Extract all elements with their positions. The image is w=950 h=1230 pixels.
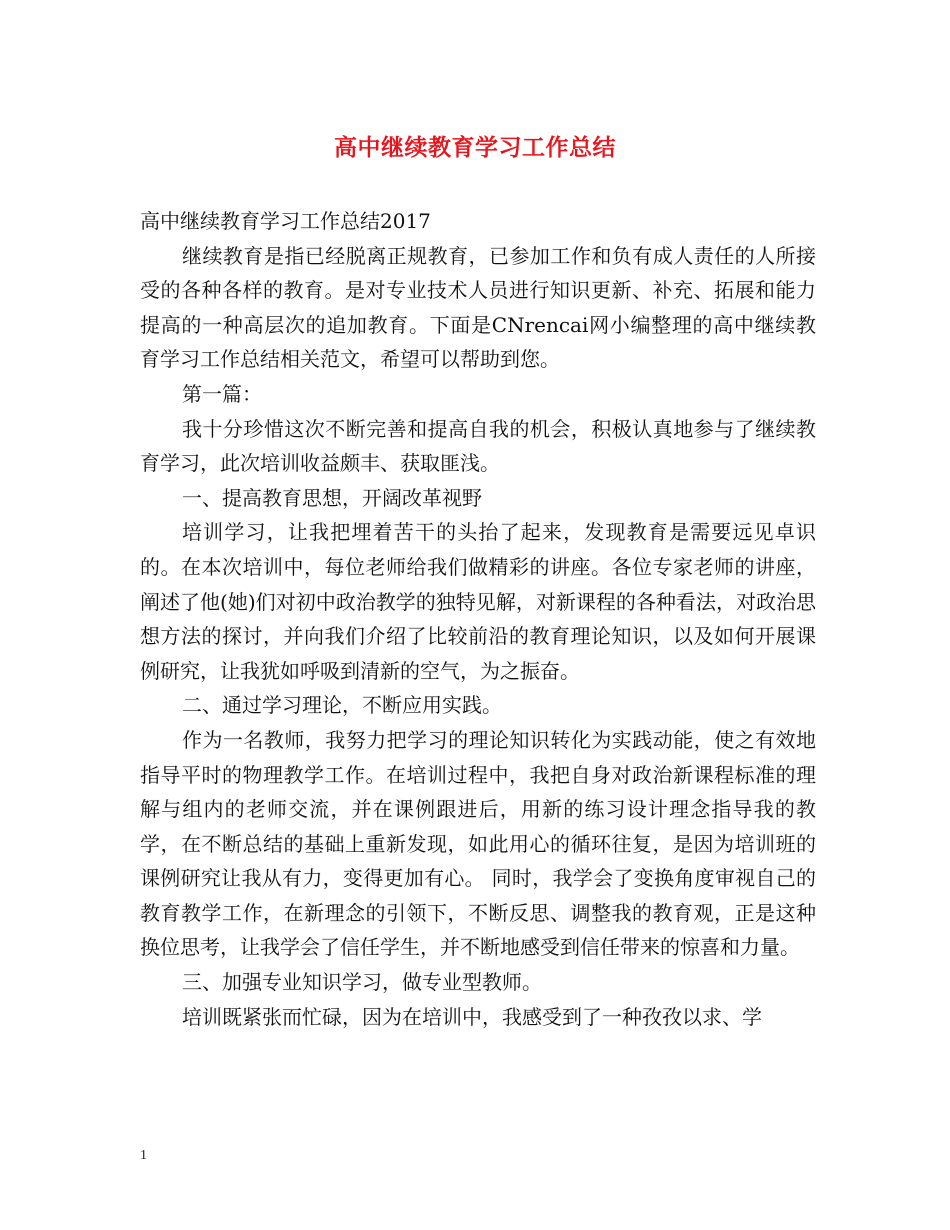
paragraph-intro: 继续教育是指已经脱离正规教育，已参加工作和负有成人责任的人所接受的各种各样的教育。是对专业技术人员进行知识更新、补充、拓展和能力提高的一种高层次的追加教育。下面是CNrencai网小编整理的高中继续教育学习工作总结相关范文，希望可以帮助到您。 [140, 243, 816, 372]
page-number: 1 [140, 1148, 147, 1163]
document-body [140, 204, 816, 1034]
paragraph-section-1: 培训学习，让我把埋着苦干的头抬了起来，发现教育是需要远见卓识的。在本次培训中，每位老师给我们做精彩的讲座。各位专家老师的讲座，阐述了他(她)们对初中政治教学的独特见解，对新课程的各种看法，对政治思想方法的探讨，并向我们介绍了比较前沿的教育理论知识，以及如何开展课例研究，让我犹如呼吸到清新的空气，为之振奋。 [140, 520, 816, 683]
paragraph-opening: 我十分珍惜这次不断完善和提高自我的机会，积极认真地参与了继续教育学习，此次培训收益颇丰、获取匪浅。 [140, 416, 816, 476]
paragraph-section-2: 作为一名教师，我努力把学习的理论知识转化为实践动能，使之有效地指导平时的物理教学工作。在培训过程中，我把自身对政治新课程标准的理解与组内的老师交流，并在课例跟进后，用新的练习设计理念指导我的教学，在不断总结的基础上重新发现，如此用心的循环往复，是因为培训班的课例研究让我从有力，变得更加有心。 同时，我学会了变换角度审视自己的教育教学工作，在新理念的引领下，不断反思、调整我的教育观，正是这种换位思考，让我学会了信任学生，并不断地感受到信任带来的惊喜和力量。 [140, 727, 816, 960]
document-title: 高中继续教育学习工作总结 [334, 134, 616, 161]
paragraph-section-3: 培训既紧张而忙碌，因为在培训中，我感受到了一种孜孜以求、学 [182, 1004, 762, 1029]
section-heading-2: 二、通过学习理论，不断应用实践。 [182, 693, 502, 718]
document-subtitle: 高中继续教育学习工作总结2017 [140, 209, 431, 233]
section-heading-part-one: 第一篇： [182, 381, 262, 406]
section-heading-3: 三、加强专业知识学习，做专业型教师。 [182, 970, 542, 995]
section-heading-1: 一、提高教育思想，开阔改革视野 [182, 485, 482, 510]
